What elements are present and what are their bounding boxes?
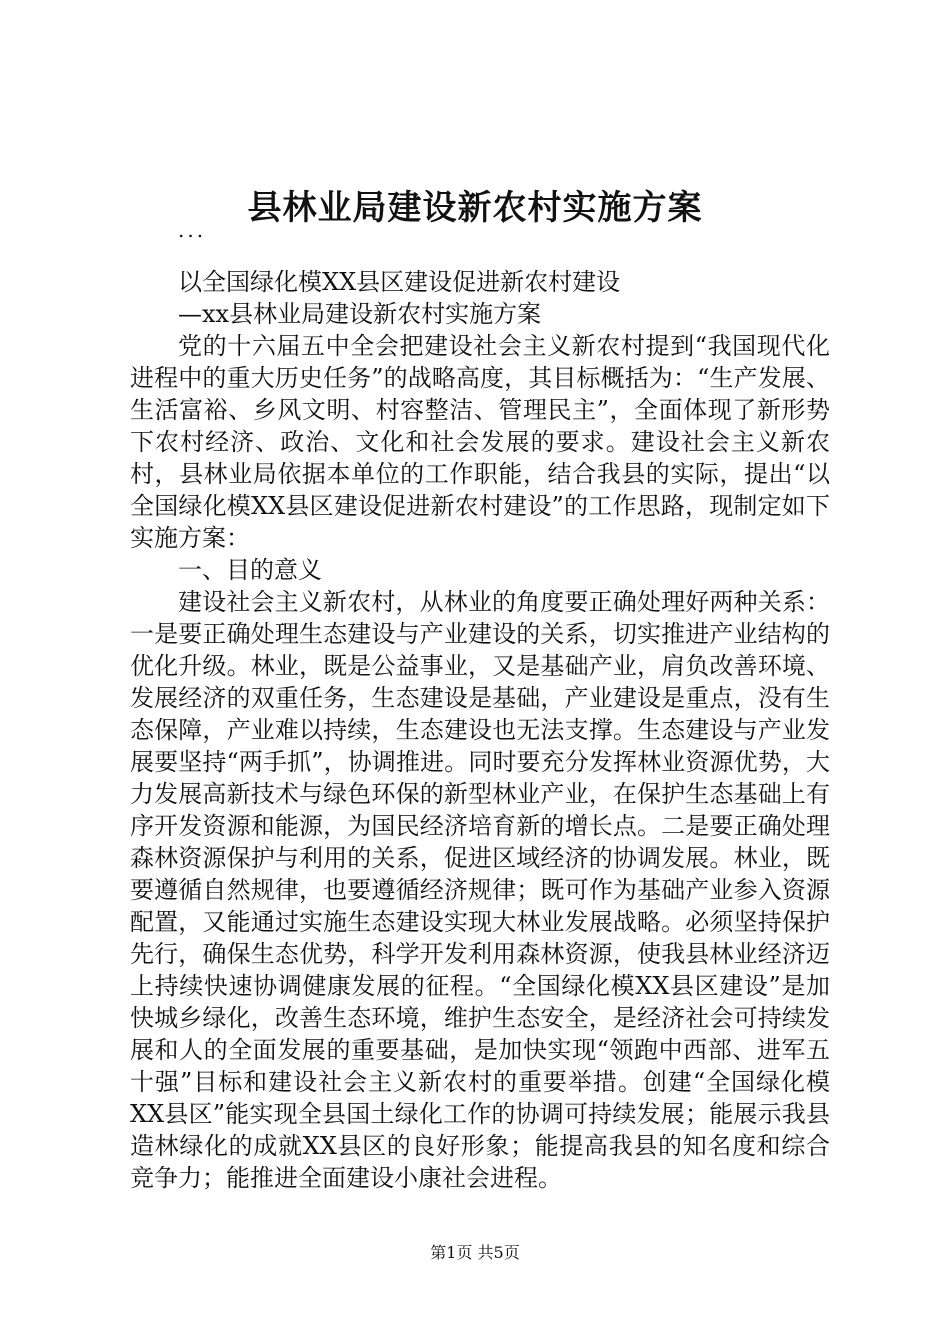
document-title: 县林业局建设新农村实施方案 xyxy=(247,188,703,228)
subtitle-line: 以全国绿化模XX县区建设促进新农村建设 xyxy=(178,268,621,296)
document-body xyxy=(130,266,830,1194)
subtitle-line-2: —xx县林业局建设新农村实施方案 xyxy=(178,300,542,328)
ellipsis-mark: ... xyxy=(178,218,207,242)
paragraph-intro: 党的十六届五中全会把建设社会主义新农村提到“我国现代化进程中的重大历史任务”的战略高度，其目标概括为：“生产发展、生活富裕、乡风文明、村容整洁、管理民主”，全面体现了新形势下农村经济、政治、文化和社会发展的要求。建设社会主义新农村，县林业局依据本单位的工作职能，结合我县的实际，提出“以全国绿化模XX县区建设促进新农村建设”的工作思路，现制定如下实施方案： xyxy=(130,332,830,552)
page-number: 第1页 共5页 xyxy=(430,1243,520,1262)
paragraph-purpose: 建设社会主义新农村，从林业的角度要正确处理好两种关系：一是要正确处理生态建设与产业建设的关系，切实推进产业结构的优化升级。林业，既是公益事业，又是基础产业，肩负改善环境、发展经济的双重任务，生态建设是基础，产业建设是重点，没有生态保障，产业难以持续，生态建设也无法支撑。生态建设与产业发展要坚持“两手抓”，协调推进。同时要充分发挥林业资源优势，大力发展高新技术与绿色环保的新型林业产业，在保护生态基础上有序开发资源和能源，为国民经济培育新的增长点。二是要正确处理森林资源保护与利用的关系，促进区域经济的协调发展。林业，既要遵循自然规律，也要遵循经济规律；既可作为基础产业参入资源配置，又能通过实施生态建设实现大林业发展战略。必须坚持保护先行，确保生态优势，科学开发利用森林资源，使我县林业经济迈上持续快速协调健康发展的征程。“全国绿化模XX县区建设”是加快城乡绿化，改善生态环境，维护生态安全，是经济社会可持续发展和人的全面发展的重要基础，是加快实现“领跑中西部、进军五十强”目标和建设社会主义新农村的重要举措。创建“全国绿化模XX县区”能实现全县国土绿化工作的协调可持续发展；能展示我县造林绿化的成就XX县区的良好形象；能提高我县的知名度和综合竞争力；能推进全面建设小康社会进程。 xyxy=(130,588,830,1192)
section-heading: 一、目的意义 xyxy=(178,556,322,584)
